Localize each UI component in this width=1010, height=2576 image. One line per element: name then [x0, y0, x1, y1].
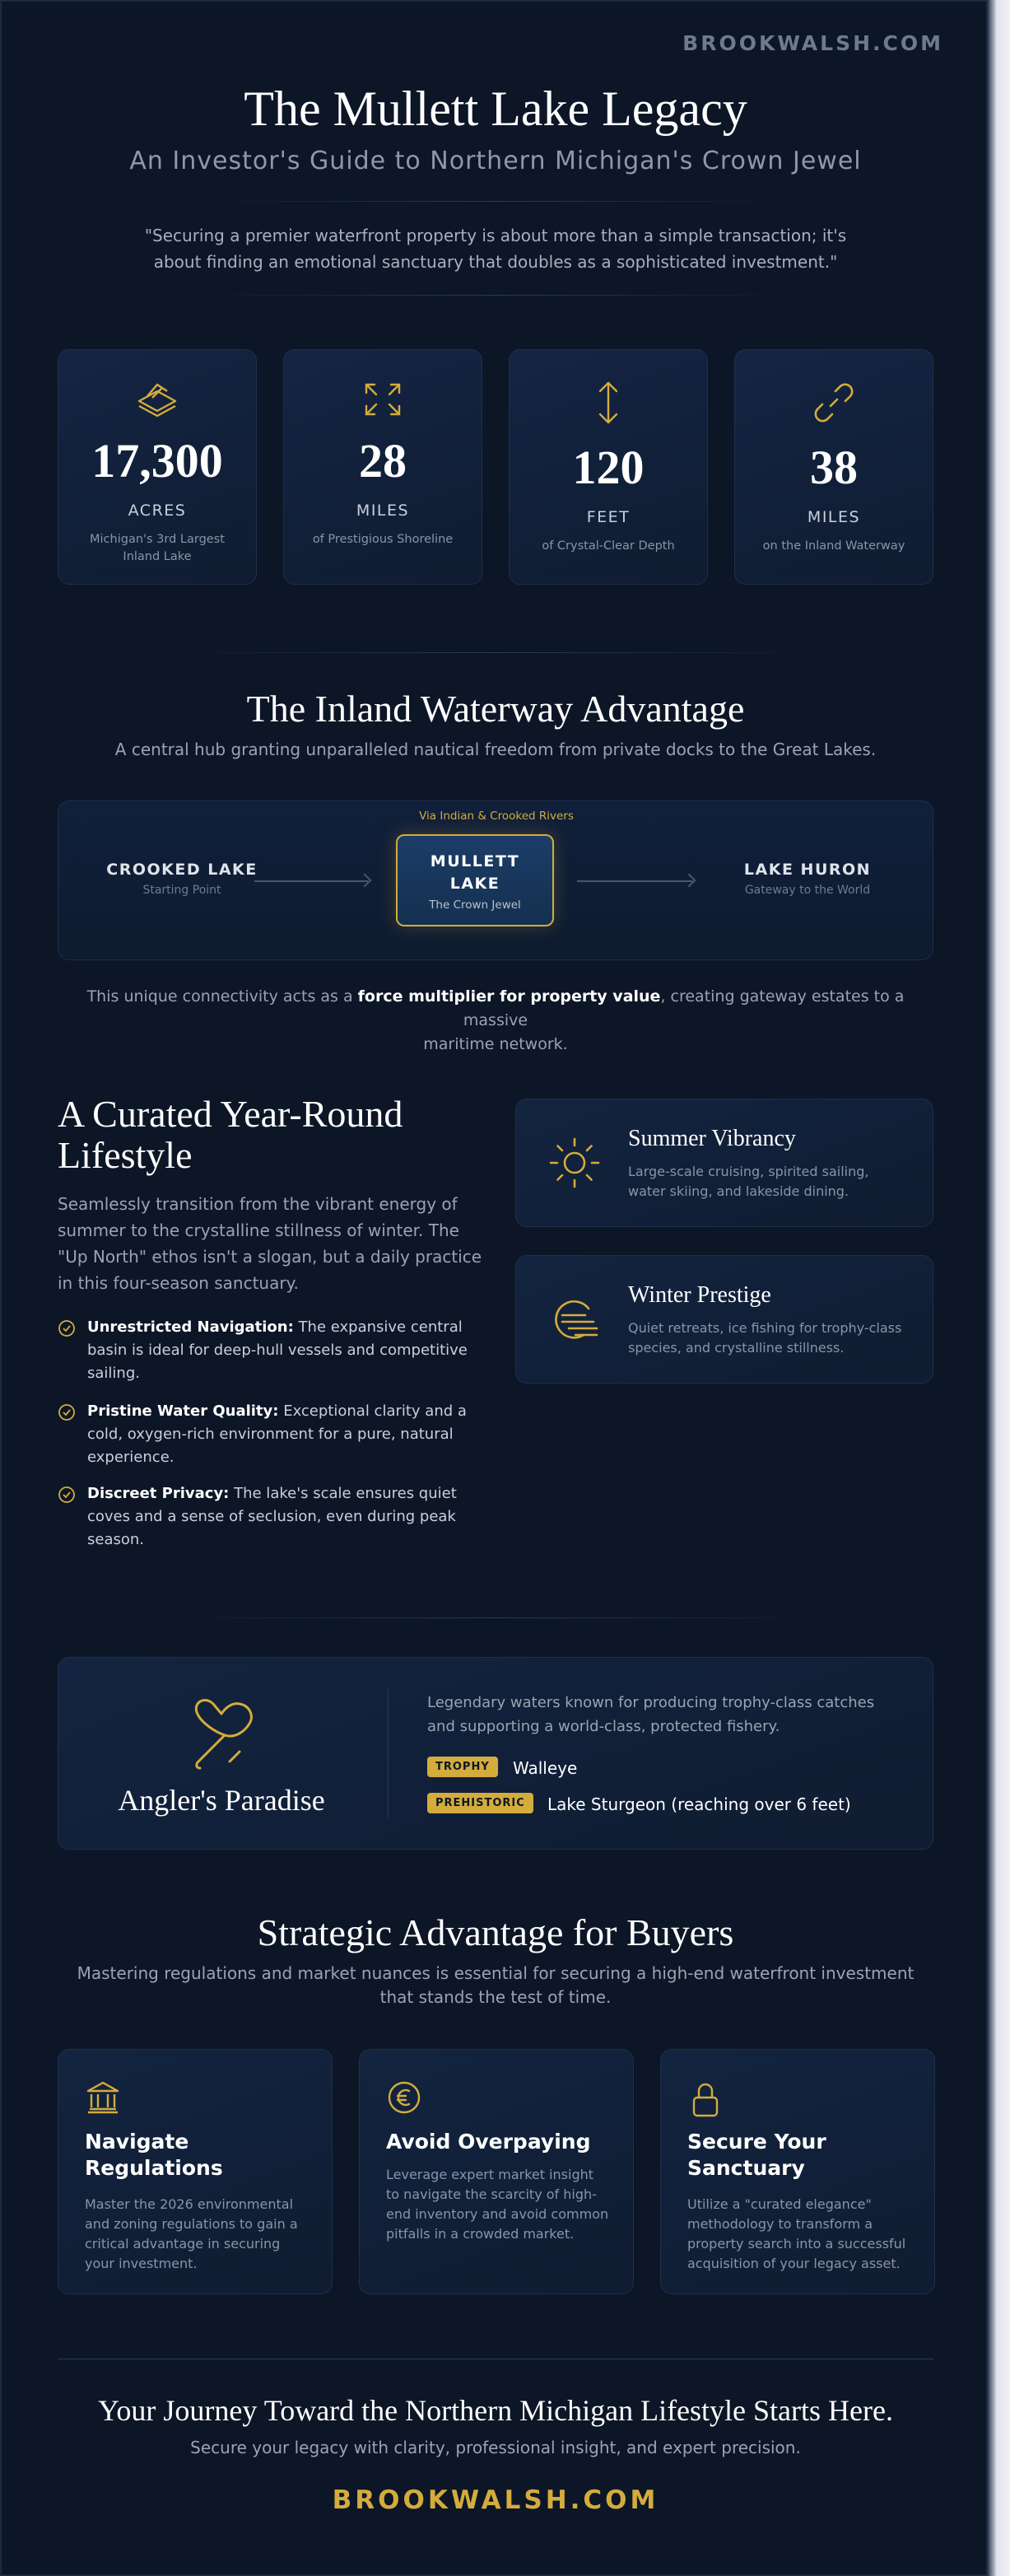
lock-icon — [687, 2079, 724, 2119]
season-title: Winter Prestige — [628, 1282, 771, 1308]
angler-desc: Legendary waters known for producing trophy-class catches and supporting a world-class, protected fishery. — [427, 1694, 875, 1735]
hub-name — [398, 851, 552, 895]
bullet-text: Exceptional clarity and a cold, oxygen-rich environment for a pure, natural experience. — [87, 1402, 467, 1466]
layers-icon — [134, 380, 180, 419]
summary-text: This unique connectivity acts as a — [86, 987, 358, 1006]
card-title: Avoid Overpaying — [386, 2130, 591, 2154]
fishing-icon — [190, 1692, 256, 1771]
waterway-title: The Inland Waterway Advantage — [246, 688, 745, 730]
bank-icon — [85, 2079, 121, 2116]
waterway-node-end — [709, 861, 906, 897]
waterway-diagram — [58, 800, 933, 960]
fish-name: Walleye — [513, 1758, 578, 1778]
lifestyle-bullet — [58, 1482, 486, 1552]
stat-value: 120 — [572, 441, 645, 494]
bullet-bold: Discreet Privacy: — [87, 1485, 230, 1502]
strategy-card-sanctuary — [660, 2049, 935, 2294]
page-edge — [988, 0, 1010, 2576]
summary-highlight: force multiplier for property value — [357, 987, 661, 1006]
divider — [166, 652, 825, 653]
waterway-node-hub — [396, 834, 554, 926]
waterway-summary — [59, 985, 932, 1057]
page-title: The Mullett Lake Legacy — [244, 82, 747, 136]
brand-header[interactable]: BROOKWALSH.COM — [682, 31, 943, 55]
strategy-title: Strategic Advantage for Buyers — [257, 1911, 734, 1953]
summary-text: maritime network. — [423, 1035, 568, 1053]
stat-desc-line: on the Inland Waterway — [762, 539, 905, 553]
stat-description — [533, 538, 684, 555]
footer-subtitle: Secure your legacy with clarity, professional insight, and expert precision. — [190, 2438, 801, 2457]
expand-icon — [361, 380, 404, 419]
season-title: Summer Vibrancy — [628, 1126, 796, 1151]
bullet-bold: Pristine Water Quality: — [87, 1402, 279, 1420]
fish-item — [427, 1757, 578, 1778]
divider — [199, 295, 792, 296]
divider — [166, 1617, 825, 1618]
hub-name-line: LAKE — [449, 875, 500, 893]
angler-divider — [388, 1689, 389, 1818]
wind-icon — [547, 1292, 602, 1346]
brand-footer[interactable]: BROOKWALSH.COM — [332, 2485, 659, 2515]
stat-description — [758, 538, 910, 555]
card-desc: Master the 2026 environmental and zoning regulations to gain a critical advantage in securing your investment. — [85, 2196, 298, 2271]
node-name: CROOKED LAKE — [106, 861, 258, 879]
summary-text: , creating gateway estates to a massive — [463, 987, 905, 1029]
waterway-node-start — [91, 861, 272, 897]
node-note: Starting Point — [142, 884, 221, 897]
hub-note: The Crown Jewel — [429, 898, 521, 912]
footer-title: Your Journey Toward the Northern Michigan Lifestyle Starts Here. — [98, 2394, 893, 2427]
card-title: Secure Your Sanctuary — [687, 2130, 826, 2180]
node-name: LAKE HURON — [743, 861, 872, 879]
arrow-right-icon — [254, 880, 368, 882]
bullet-bold: Unrestricted Navigation: — [87, 1318, 294, 1336]
stat-value: 38 — [810, 441, 858, 494]
vertical-arrows-icon — [592, 380, 625, 426]
card-desc: Leverage expert market insight to navigate the scarcity of high-end inventory and avoid common pitfalls in a crowded market. — [386, 2167, 609, 2242]
stat-value: 17,300 — [91, 434, 223, 488]
waterway-via-label: Via Indian & Crooked Rivers — [419, 810, 574, 823]
quote-line: "Securing a premier waterfront property is about more than a simple transaction; it's — [144, 226, 847, 245]
title-line: Lifestyle — [58, 1134, 193, 1176]
waterway-subtitle: A central hub granting unparalleled nautical freedom from private docks to the Great Lakes. — [114, 740, 877, 759]
stat-desc-line: of Crystal-Clear Depth — [542, 539, 675, 553]
check-circle-icon — [58, 1319, 76, 1337]
season-card-winter — [515, 1255, 933, 1384]
stat-card-shoreline — [283, 349, 482, 585]
bullet-text: The lake's scale ensures quiet coves and a sense of seclusion, even during peak season. — [87, 1485, 457, 1548]
angler-card — [58, 1657, 933, 1850]
link-icon — [811, 380, 857, 426]
stat-description — [307, 531, 458, 548]
fish-badge: PREHISTORIC — [427, 1793, 533, 1813]
page-subtitle: An Investor's Guide to Northern Michigan's Crown Jewel — [129, 147, 862, 175]
card-title: Navigate Regulations — [85, 2130, 223, 2180]
euro-icon — [386, 2079, 422, 2116]
stat-desc-line: of Prestigious Shoreline — [312, 533, 454, 546]
stat-unit: MILES — [807, 508, 861, 526]
season-desc: Quiet retreats, ice fishing for trophy-class species, and crystalline stillness. — [628, 1320, 902, 1356]
lifestyle-bullet — [58, 1400, 486, 1469]
stat-card-depth — [509, 349, 708, 585]
stat-desc-line: Michigan's 3rd Largest — [90, 533, 225, 546]
stat-unit: MILES — [356, 502, 410, 520]
divider — [199, 201, 792, 202]
strategy-card-overpaying — [359, 2049, 634, 2294]
season-desc: Large-scale cruising, spirited sailing, water skiing, and lakeside dining. — [628, 1164, 869, 1199]
stat-card-acres — [58, 349, 257, 585]
strategy-card-regulations — [58, 2049, 333, 2294]
bullet-text: The expansive central basin is ideal for deep-hull vessels and competitive sailing. — [87, 1318, 468, 1382]
sun-icon — [547, 1136, 602, 1190]
node-note: Gateway to the World — [744, 884, 871, 897]
stat-unit: ACRES — [128, 502, 187, 520]
stat-desc-line: Inland Lake — [123, 550, 192, 563]
fish-item — [427, 1793, 851, 1814]
season-card-summer — [515, 1099, 933, 1227]
lifestyle-title — [58, 1094, 486, 1176]
lifestyle-bullet — [58, 1316, 486, 1385]
fish-name: Lake Sturgeon (reaching over 6 feet) — [547, 1794, 851, 1814]
angler-title: Angler's Paradise — [118, 1784, 325, 1817]
stat-card-waterway — [734, 349, 933, 585]
title-line: A Curated Year-Round — [58, 1093, 403, 1135]
lifestyle-intro: Seamlessly transition from the vibrant energy of summer to the crystalline stillness of winter. The "Up North" ethos isn't a slogan, but a daily practice in this four-season sanctuary. — [58, 1194, 482, 1293]
hub-name-line: MULLETT — [430, 852, 520, 870]
quote-line: about finding an emotional sanctuary that doubles as a sophisticated investment." — [153, 252, 838, 272]
card-desc: Utilize a "curated elegance" methodology to transform a property search into a successful acquisition of your legacy asset. — [687, 2196, 906, 2271]
check-circle-icon — [58, 1486, 76, 1504]
stat-description — [81, 531, 233, 566]
stat-value: 28 — [359, 434, 407, 488]
hero-quote — [133, 222, 858, 275]
arrow-right-icon — [577, 880, 692, 882]
strategy-subtitle: Mastering regulations and market nuances is essential for securing a high-end waterfront investment that stands the test of time. — [77, 1963, 915, 2007]
check-circle-icon — [58, 1403, 76, 1421]
stat-unit: FEET — [586, 508, 631, 526]
fish-badge: TROPHY — [427, 1757, 498, 1777]
